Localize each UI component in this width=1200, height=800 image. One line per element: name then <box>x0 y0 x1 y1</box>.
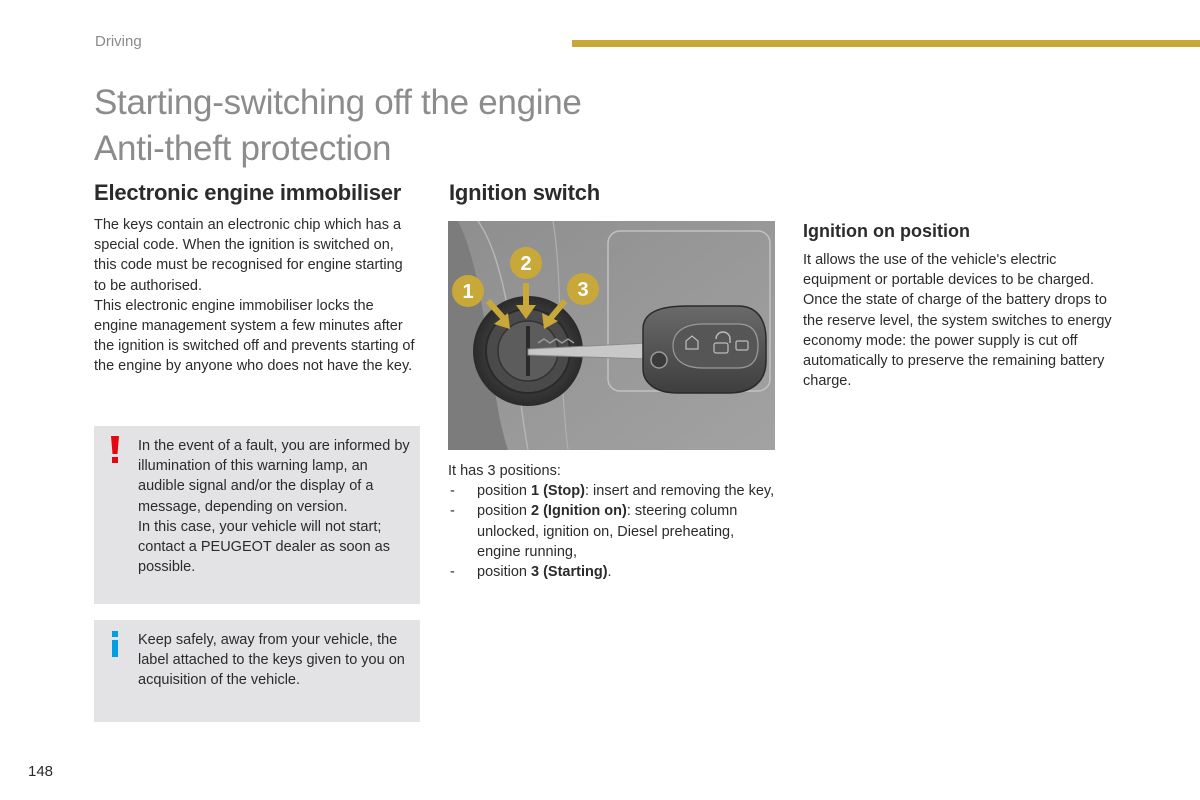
position-prefix: position <box>477 483 532 500</box>
info-text: Keep safely, away from your vehicle, the label attached to the keys given to you on acquisition of the vehicle. <box>138 632 405 689</box>
warning-para1: In the event of a fault, you are informed by illumination of this warning lamp, an audible signal and/or the display of a message, depending on version. <box>138 438 410 515</box>
immobiliser-text <box>94 215 416 377</box>
page-title-line1: Starting-switching off the engine <box>94 83 582 122</box>
position-name-starting: 3 (Starting) <box>531 564 608 581</box>
ignition-on-heading: Ignition on position <box>803 221 970 241</box>
warning-box <box>94 426 420 604</box>
section-label: Driving <box>95 33 142 50</box>
list-dash: - <box>450 564 455 581</box>
position-prefix: position <box>477 564 532 581</box>
position-description: : steering column unlocked, ignition on, Diesel preheating, engine running, <box>477 503 738 560</box>
position-3-label: 3 <box>577 279 589 301</box>
position-item-3 <box>448 562 778 582</box>
position-name-stop: 1 (Stop) <box>531 483 585 500</box>
ignition-switch-illustration <box>448 221 775 450</box>
page-title <box>94 80 582 172</box>
position-description: . <box>607 564 612 581</box>
page-number: 148 <box>28 763 54 780</box>
ignition-on-para: It allows the use of the vehicle's electric equipment or portable devices to be charged. Once the state of charge of the battery drops to the reserve level, the system switches to energy economy mode: the power supply is cut off automatically to preserve the remaining battery charge. <box>803 252 1112 390</box>
position-2-label: 2 <box>520 253 532 275</box>
immobiliser-para2: This electronic engine immobiliser locks the engine management system a few minutes after the ignition is switched off and prevents starting of the engine by anyone who does not have the key. <box>94 297 415 375</box>
warning-message <box>138 436 414 577</box>
list-dash: - <box>450 503 455 520</box>
list-dash: - <box>450 483 455 500</box>
ignition-heading: Ignition switch <box>449 180 600 205</box>
info-box <box>94 620 420 722</box>
immobiliser-para1: The keys contain an electronic chip which has a special code. When the ignition is switched on, this code must be recognised for engine starting to be authorised. <box>94 217 403 294</box>
info-message <box>138 630 414 691</box>
info-icon <box>108 628 122 658</box>
positions-list <box>448 461 778 582</box>
positions-intro: It has 3 positions: <box>448 463 561 479</box>
page-title-line2: Anti-theft protection <box>94 129 392 168</box>
position-description: : insert and removing the key, <box>584 483 775 500</box>
position-item-1 <box>448 481 778 501</box>
header-accent-bar <box>572 40 1200 47</box>
warning-para2: In this case, your vehicle will not start; contact a PEUGEOT dealer as soon as possible. <box>138 518 391 576</box>
exclamation-icon <box>108 434 122 464</box>
immobiliser-heading: Electronic engine immobiliser <box>94 180 402 205</box>
position-name-ignition-on: 2 (Ignition on) <box>531 503 627 520</box>
position-item-2 <box>448 501 778 562</box>
ignition-on-text <box>803 250 1128 391</box>
position-1-label: 1 <box>462 281 474 303</box>
position-prefix: position <box>477 503 532 520</box>
